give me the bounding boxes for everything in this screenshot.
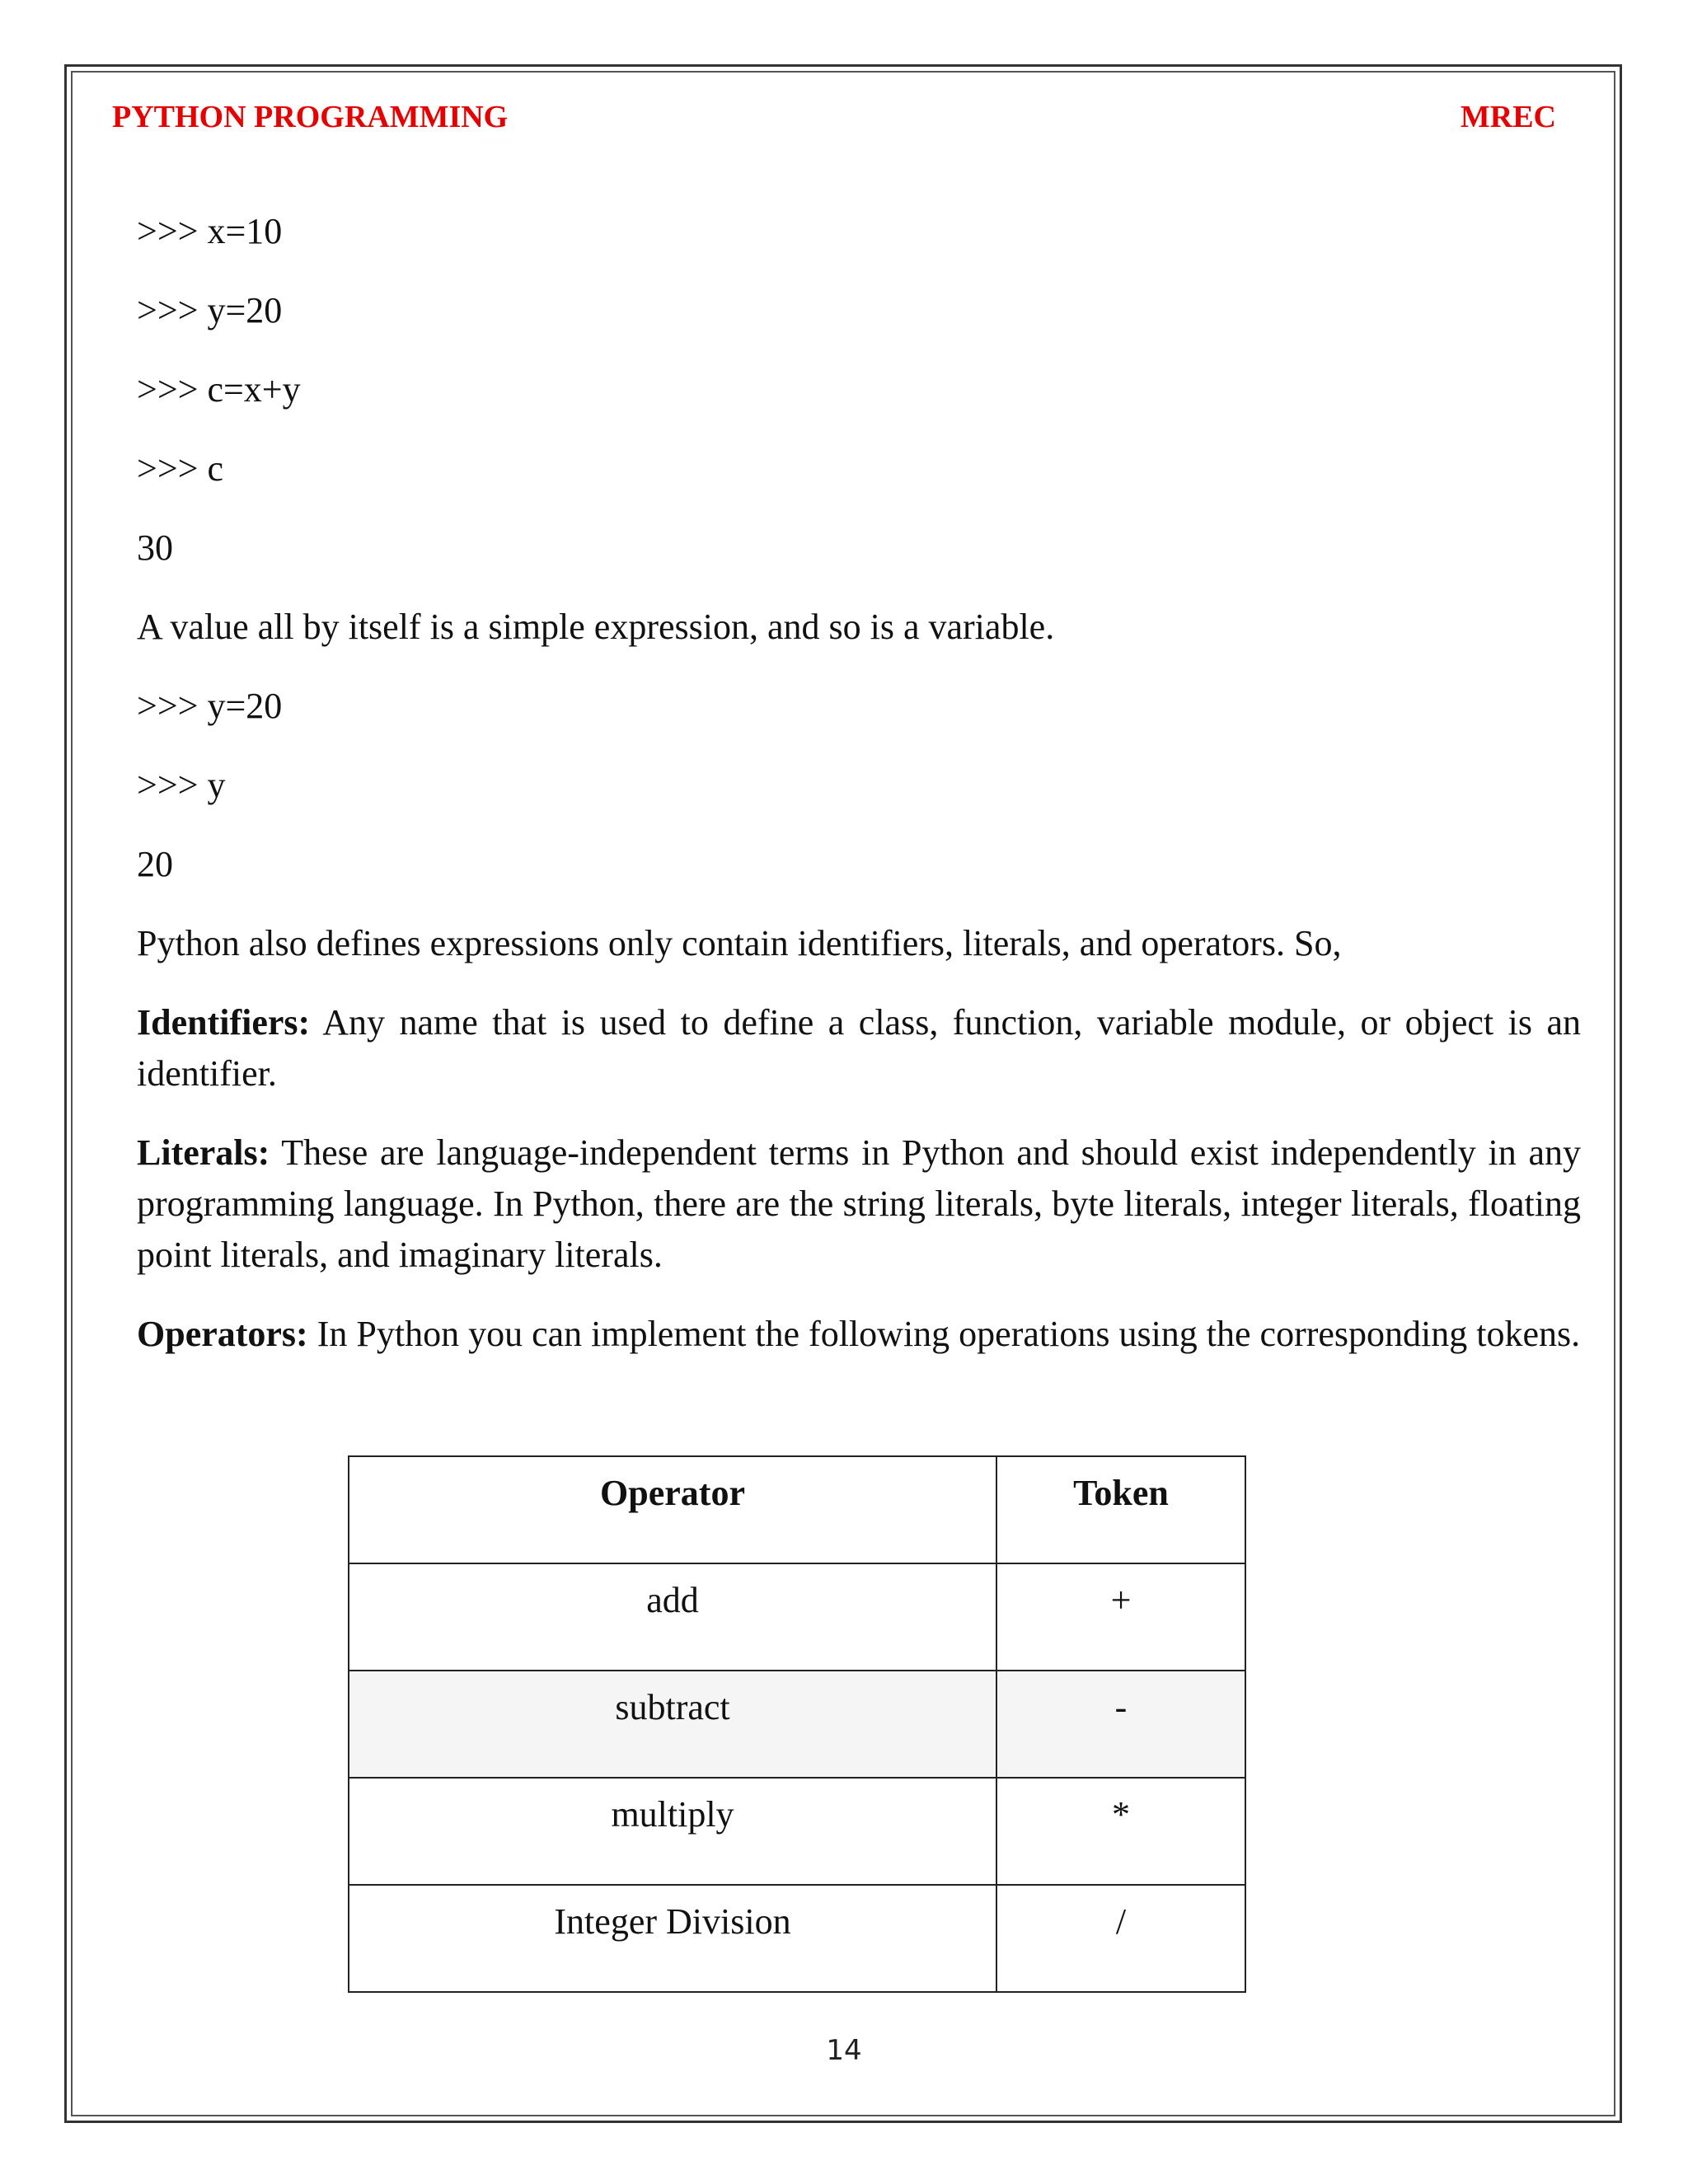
- definition-operators: [137, 1309, 1581, 1360]
- code-line-2: >>> y=20: [137, 290, 283, 330]
- code-line-4: >>> c: [137, 448, 223, 489]
- table-cell-token: +: [996, 1563, 1245, 1671]
- term-identifiers: Identifiers:: [137, 1002, 311, 1043]
- table-cell-token: -: [996, 1671, 1245, 1778]
- definition-identifiers: [137, 997, 1581, 1099]
- page-content: [137, 206, 1581, 1388]
- code-line-5: >>> y=20: [137, 686, 283, 726]
- table-header-row: [349, 1456, 1245, 1563]
- table-cell-operator: Integer Division: [349, 1885, 996, 1992]
- operator-table-wrapper: [348, 1455, 1246, 1993]
- output-line-2: 20: [137, 844, 173, 884]
- definition-literals-text: These are language-independent terms in Python and should exist independently in any programming language. In Python, there are the string literals, byte literals, integer literals, floating point literals, and imaginary literals.: [137, 1132, 1581, 1275]
- table-cell-operator: add: [349, 1563, 996, 1671]
- table-cell-operator: subtract: [349, 1671, 996, 1778]
- table-row: [349, 1671, 1245, 1778]
- table-cell-token: /: [996, 1885, 1245, 1992]
- definition-operators-text: In Python you can implement the following operations using the corresponding tokens.: [307, 1314, 1581, 1354]
- code-line-1: >>> x=10: [137, 211, 283, 251]
- text-line-simple-expression: A value all by itself is a simple expression, and so is a variable.: [137, 607, 1055, 647]
- table-header-operator: Operator: [349, 1456, 996, 1563]
- page-header: [112, 99, 1556, 135]
- table-cell-token: *: [996, 1778, 1245, 1885]
- code-line-6: >>> y: [137, 765, 226, 805]
- term-operators: Operators:: [137, 1314, 308, 1354]
- header-course-title: PYTHON PROGRAMMING: [112, 100, 509, 134]
- table-row: [349, 1563, 1245, 1671]
- term-literals: Literals:: [137, 1132, 270, 1173]
- table-row: [349, 1885, 1245, 1992]
- text-line-expressions: Python also defines expressions only contain identifiers, literals, and operators. So,: [137, 923, 1342, 963]
- page-number: 14: [826, 2034, 862, 2067]
- table-cell-operator: multiply: [349, 1778, 996, 1885]
- operator-table: [348, 1455, 1246, 1993]
- code-line-3: >>> c=x+y: [137, 369, 301, 410]
- output-line-1: 30: [137, 527, 173, 568]
- table-header-token: Token: [996, 1456, 1245, 1563]
- table-row: [349, 1778, 1245, 1885]
- definition-identifiers-text: Any name that is used to define a class, function, variable module, or object is an identifier.: [137, 1002, 1581, 1094]
- definition-literals: [137, 1127, 1581, 1281]
- header-institution: MREC: [1460, 100, 1556, 134]
